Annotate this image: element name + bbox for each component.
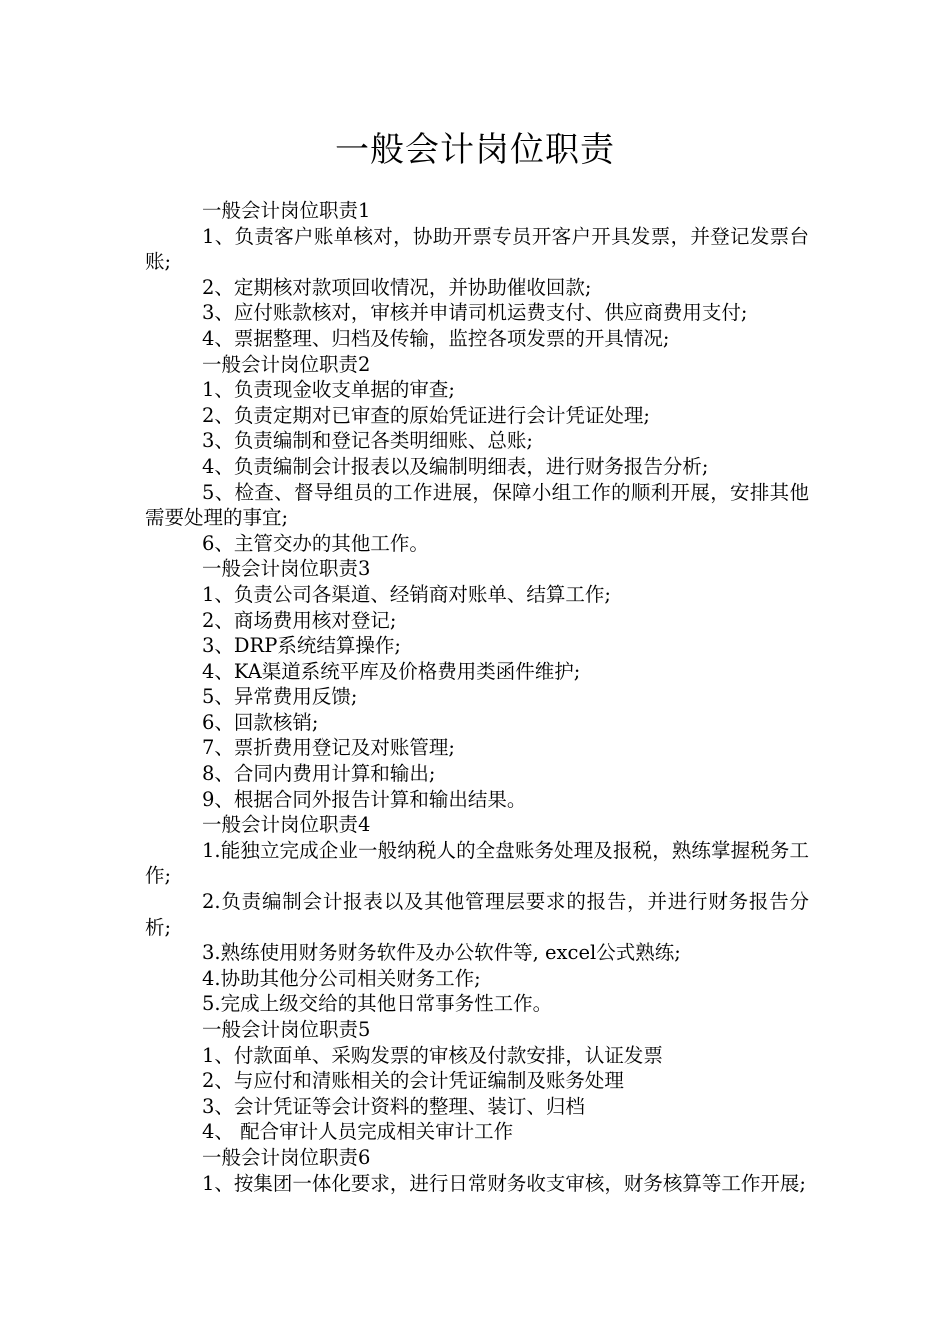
section-heading: 一般会计岗位职责1 [202,199,371,222]
paragraph: 5、异常费用反馈; [202,685,358,709]
paragraph: 3、负责编制和登记各类明细账、总账; [202,429,533,453]
paragraph: 3、会计凭证等会计资料的整理、装订、归档 [202,1094,585,1118]
paragraph: 5、检查、督导组员的工作进展，保障小组工作的顺利开展，安排其他需要处理的事宜; [145,480,809,530]
paragraph: 4、票据整理、归档及传输，监控各项发票的开具情况; [202,326,670,350]
section-heading: 一般会计岗位职责3 [202,557,371,581]
paragraph: 1、负责客户账单核对，协助开票专员开客户开具发票，并登记发票台账; [145,224,809,274]
section-heading: 一般会计岗位职责4 [202,813,371,837]
paragraph: 3、DRP系统结算操作; [202,634,401,658]
paragraph: 3、应付账款核对，审核并申请司机运费支付、供应商费用支付; [202,301,748,325]
paragraph: 7、票折费用登记及对账管理; [202,736,455,760]
section-heading: 一般会计岗位职责6 [202,1145,371,1169]
paragraph: 8、合同内费用计算和输出; [202,762,436,786]
paragraph: 9、根据合同外报告计算和输出结果。 [202,787,527,811]
section-heading: 一般会计岗位职责2 [202,352,371,376]
paragraph: 4、负责编制会计报表以及编制明细表，进行财务报告分析; [202,454,709,478]
paragraph: 4、 配合审计人员完成相关审计工作 [202,1120,514,1144]
document-title: 一般会计岗位职责 [335,130,615,170]
paragraph: 5.完成上级交给的其他日常事务性工作。 [202,992,553,1016]
paragraph: 6、回款核销; [202,710,319,734]
section-heading: 一般会计岗位职责5 [202,1018,371,1041]
paragraph: 1、负责现金收支单据的审查; [202,378,455,402]
paragraph: 2、与应付和清账相关的会计凭证编制及账务处理 [202,1069,624,1093]
paragraph: 4.协助其他分公司相关财务工作; [202,966,481,990]
paragraph: 2.负责编制会计报表以及其他管理层要求的报告，并进行财务报告分析; [145,890,809,939]
paragraph: 1、按集团一体化要求，进行日常财务收支审核，财务核算等工作开展; [202,1171,806,1195]
document-body [145,198,809,1196]
paragraph: 2、商场费用核对登记; [202,608,397,632]
paragraph: 6、主管交办的其他工作。 [202,531,429,555]
paragraph: 3.熟练使用财务财务软件及办公软件等, excel公式熟练; [202,941,681,965]
paragraph: 2、负责定期对已审查的原始凭证进行会计凭证处理; [202,403,650,427]
paragraph: 1、付款面单、采购发票的审核及付款安排，认证发票 [202,1043,663,1067]
paragraph: 1、负责公司各渠道、经销商对账单、结算工作; [202,582,611,606]
paragraph: 1.能独立完成企业一般纳税人的全盘账务处理及报税，熟练掌握税务工作; [145,838,809,888]
paragraph: 2、定期核对款项回收情况，并协助催收回款; [202,275,592,299]
paragraph: 4、KA渠道系统平库及价格费用类函件维护; [202,659,581,683]
